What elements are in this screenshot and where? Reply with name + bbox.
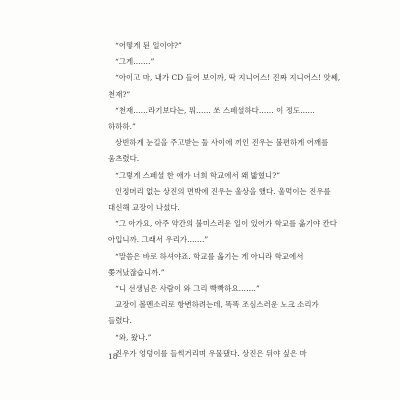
paragraph: 인정머리 없는 상진의 면박에 진우는 울상을 했다. 울먹이는 진우를 대신해 교장이 나섰다. — [108, 186, 331, 213]
paragraph: “천재……라기보다는, 뭐…… 쏘 스페셜하다…… 이 정도…… 하하하.” — [108, 105, 315, 132]
paragraph: “그 아가요, 아주 약간의 불미스러운 일이 있어가 학교를 옮기야 칸다 아입니까. 그래서 우리가…….” — [108, 219, 337, 245]
paragraph: “그게…….” — [115, 57, 155, 67]
page-number: 18 — [108, 352, 118, 361]
body-text — [108, 38, 344, 362]
paragraph: “그렇게 스페셜 한 애가 너희 학교에서 왜 밟혔니?” — [115, 170, 281, 180]
paragraph: “어떻게 된 일이야?” — [115, 41, 182, 50]
paragraph: 상빈하게 눈길을 주고받는 둘 사이에 끼인 진우는 불편하게 어깨를 움츠렸다. — [108, 138, 329, 164]
paragraph: 교장이 볼멘소리로 항변하려는데, 똑똑 조심스러운 노크 소리가 들렸다. — [108, 300, 319, 326]
paragraph: “말씀은 바로 하셔야죠. 학교를 옮기는 게 아니라 학교에서 쫓겨났잖습니까.” — [108, 251, 304, 277]
paragraph: “와, 왔나.” — [115, 332, 152, 342]
paragraph: 진우가 엉덩이를 들썩거리며 우물댔다. 상진은 뒤야 싶은 마 — [115, 348, 307, 358]
paragraph: “니 선생님은 사람이 와 그리 빡빡하요…….” — [115, 284, 260, 294]
paragraph: “아이고 마, 내가 CD 들어 보이까, 딱 지니어스! 진짜 지니어스! 앗쎄, 천재?” — [108, 73, 341, 99]
